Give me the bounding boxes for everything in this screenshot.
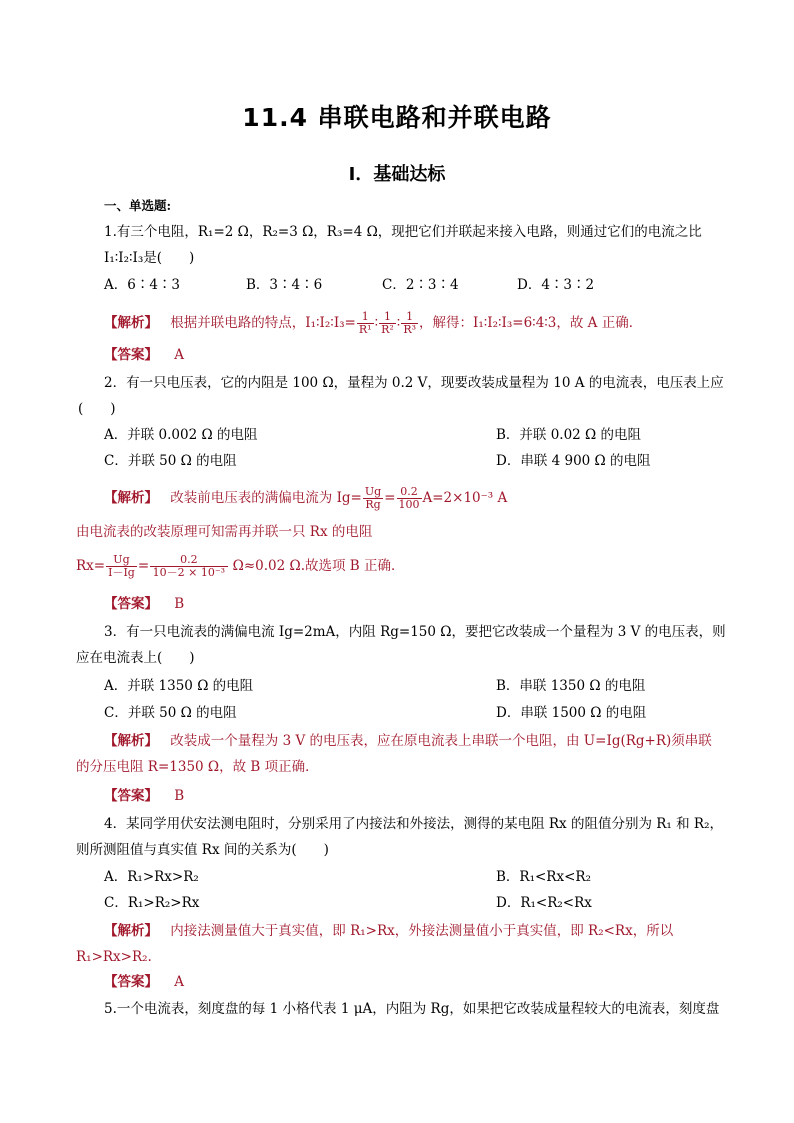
q3-option-b: B．串联 1350 Ω 的电阻 — [496, 678, 646, 694]
q4-option-d: D．R₁<R₂<Rx — [496, 895, 592, 911]
q3-stem-line1: 3．有一只电流表的满偏电流 Ig=2mA，内阻 Rg=150 Ω，要把它改装成一个量程为 3 V 的电压表，则 — [104, 624, 726, 640]
section-title: Ⅰ．基础达标 — [348, 164, 446, 185]
answer-label: 【答案】 — [104, 347, 158, 363]
q1-explanation: 【解析】 根据并联电路的特点，I₁∶I₂∶I₃= $\frac{1}{\text{R¹}}$ ∶ $\frac{1}{\text{R²}}$ ∶ $\frac{1}{\text{R³}}$ ，解得：I₁∶I₂∶I₃=6∶4∶3，故 A 正确． — [104, 310, 643, 336]
q3-explanation: 【解析】 改装成一个量程为 3 V 的电压表，应在原电流表上串联一个电阻，由 U=Ig(Rg+R)须串联 — [104, 733, 712, 749]
q2-explanation-line2: 由电流表的改装原理可知需再并联一只 Rx 的电阻 — [76, 524, 373, 540]
q5-stem-line1: 5.一个电流表，刻度盘的每 1 小格代表 1 μA，内阻为 Rg，如果把它改装成量程较大的电流表，刻度盘 — [104, 1001, 720, 1017]
q2-stem-line2: ( ) — [78, 401, 116, 417]
question-type-heading: 一、单选题: — [104, 198, 172, 213]
q4-stem-line2: 则所测阻值与真实值 Rx 间的关系为( ) — [76, 842, 329, 858]
q2-answer: 【答案】 B — [104, 596, 185, 612]
q1-option-c: C．2∶3∶4 — [382, 277, 459, 293]
q1-option-b: B．3∶4∶6 — [246, 277, 323, 293]
q1-option-d: D．4∶3∶2 — [517, 277, 595, 293]
q1-explanation-text-b: ，解得：I₁∶I₂∶I₃=6∶4∶3，故 A 正确． — [419, 315, 643, 331]
q2-fraction-1: $\frac{Ug}{Rg}$ — [364, 485, 382, 511]
q2-option-b: B．并联 0.02 Ω 的电阻 — [496, 427, 642, 443]
explanation-label: 【解析】 — [104, 315, 158, 331]
q1-fraction-1: $\frac{1}{\text{R¹}}$ — [358, 310, 372, 336]
q1-fraction-3: $\frac{1}{\text{R³}}$ — [403, 310, 417, 336]
q1-answer — [104, 345, 704, 365]
q2-fraction-4: $\frac{0.2}{\text{10－2 × 10⁻³}}$ — [150, 554, 228, 579]
q4-option-b: B．R₁<Rx<R₂ — [496, 869, 591, 885]
q2-explanation-line3: Rx= $\frac{Ug}{I-Ig}$ = $\frac{0.2}{\text{10－2 × 10⁻³}}$ Ω≈0.02 Ω.故选项 B 正确． — [76, 553, 405, 579]
q1-fraction-2: $\frac{1}{\text{R²}}$ — [381, 310, 394, 336]
q4-answer: 【答案】 A — [104, 974, 185, 990]
q3-option-c: C．并联 50 Ω 的电阻 — [104, 705, 237, 721]
q2-stem-line1: 2．有一只电压表，它的内阻是 100 Ω，量程为 0.2 V，现要改装成量程为 10 A 的电流表，电压表上应 — [104, 375, 724, 391]
q1-option-a: A．6∶4∶3 — [104, 277, 181, 293]
q1-stem-line1: 1.有三个电阻，R₁=2 Ω，R₂=3 Ω，R₃=4 Ω，现把它们并联起来接入电路，则通过它们的电流之比 — [104, 224, 702, 240]
q2-option-a: A．并联 0.002 Ω 的电阻 — [104, 427, 258, 443]
q2-option-d: D．串联 4 900 Ω 的电阻 — [496, 453, 651, 469]
q3-answer: 【答案】 B — [104, 788, 185, 804]
q2-explanation: 【解析】 改装前电压表的满偏电流为 Ig= $\frac{Ug}{Rg}$ = $\frac{0.2}{100}$ A=2×10⁻³ A — [104, 485, 508, 511]
q3-option-a: A．并联 1350 Ω 的电阻 — [104, 678, 254, 694]
q1-explanation-text-a: 根据并联电路的特点，I₁∶I₂∶I₃= — [170, 315, 356, 331]
q3-option-d: D．串联 1500 Ω 的电阻 — [496, 705, 647, 721]
q4-stem-line1: 4．某同学用伏安法测电阻时，分别采用了内接法和外接法，测得的某电阻 Rx 的阻值分别为 R₁ 和 R₂， — [104, 816, 723, 832]
q4-explanation: 【解析】 内接法测量值大于真实值，即 R₁>Rx，外接法测量值小于真实值，即 R₂<Rx，所以 — [104, 923, 674, 939]
q4-explanation-line2: R₁>Rx>R₂. — [76, 949, 152, 965]
page-title: 11.4 串联电路和并联电路 — [242, 103, 552, 132]
q1-stem-line2: I₁∶I₂∶I₃是( ) — [104, 250, 195, 266]
q2-fraction-2: $\frac{0.2}{100}$ — [398, 485, 420, 511]
q4-option-c: C．R₁>R₂>Rx — [104, 895, 200, 911]
q2-fraction-3: $\frac{Ug}{I-Ig}$ — [108, 553, 135, 579]
q3-explanation-line2: 的分压电阻 R=1350 Ω，故 B 项正确． — [76, 759, 319, 775]
q1-answer-value: A — [174, 347, 185, 363]
q4-option-a: A．R₁>Rx>R₂ — [104, 869, 199, 885]
q3-stem-line2: 应在电流表上( ) — [76, 650, 195, 666]
q2-option-c: C．并联 50 Ω 的电阻 — [104, 453, 237, 469]
